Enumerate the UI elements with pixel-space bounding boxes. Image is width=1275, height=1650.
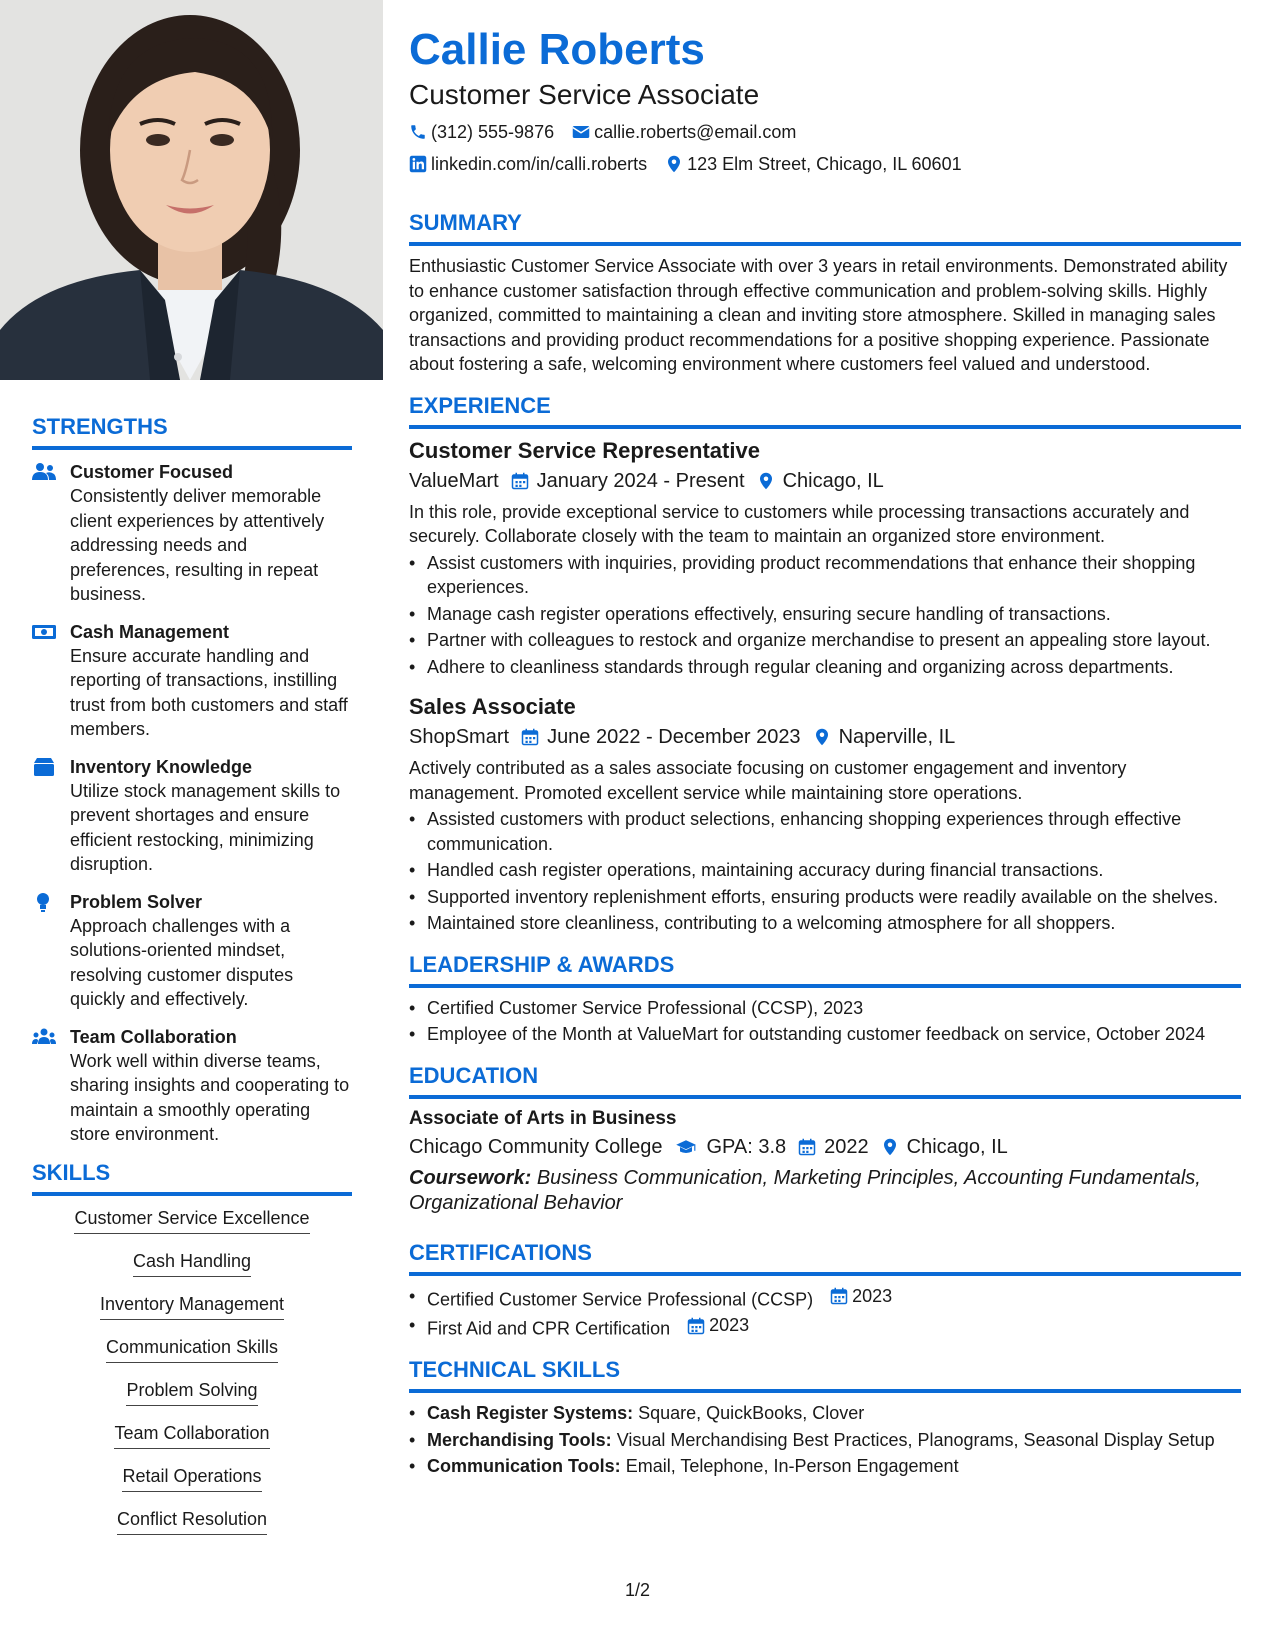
technical-skill-label: Merchandising Tools: (427, 1429, 612, 1450)
contact-row (409, 120, 1241, 144)
education-meta (409, 1133, 1241, 1161)
graduation-year: 2022 (824, 1135, 869, 1158)
linkedin-icon (409, 155, 427, 173)
technical-skills-list (409, 1401, 1241, 1479)
lightbulb-icon (32, 890, 70, 1012)
box-icon (32, 755, 70, 877)
skill-item: Conflict Resolution (117, 1507, 267, 1535)
job-entry (409, 693, 1241, 936)
phone-icon (409, 123, 427, 141)
team-icon (32, 1025, 70, 1147)
summary-heading: SUMMARY (409, 210, 1241, 246)
linkedin-text: linkedin.com/in/calli.roberts (431, 154, 648, 174)
certification-name: First Aid and CPR Certification (427, 1318, 671, 1339)
skill-item: Cash Handling (133, 1249, 251, 1277)
school-location: Chicago, IL (906, 1135, 1008, 1158)
certification-name: Certified Customer Service Professional (CCSP) (427, 1288, 814, 1309)
skill-item: Inventory Management (100, 1292, 284, 1320)
job-company: ValueMart (409, 469, 499, 492)
page-number: 1/2 (625, 1580, 651, 1600)
technical-skill-value: Square, QuickBooks, Clover (638, 1403, 865, 1423)
bullet-item: • Partner with colleagues to restock and organize merchandise to present an appealing store layout. (409, 628, 1241, 653)
calendar-icon (830, 1287, 848, 1305)
awards-list (409, 996, 1241, 1047)
job-entry (409, 437, 1241, 680)
email-contact[interactable] (572, 120, 796, 144)
strength-title: Problem Solver (70, 891, 203, 912)
certifications-list (409, 1284, 1241, 1342)
education-heading: EDUCATION (409, 1063, 1241, 1099)
skill-item: Retail Operations (122, 1464, 261, 1492)
linkedin-contact[interactable] (409, 152, 647, 176)
technical-skill-label: Cash Register Systems: (427, 1403, 634, 1423)
job-dates: June 2022 - December 2023 (547, 726, 801, 748)
degree: Associate of Arts in Business (409, 1107, 677, 1129)
school-name: Chicago Community College (409, 1135, 663, 1158)
strength-title: Customer Focused (70, 462, 234, 482)
job-bullets (409, 807, 1241, 936)
strength-desc: Approach challenges with a solutions-oriented mindset, resolving customer disputes quickly and effectively. (70, 915, 294, 1009)
graduation-cap-icon (674, 1138, 698, 1156)
bullet-item: • Maintained store cleanliness, contributing to a welcoming atmosphere for all shoppers. (409, 911, 1241, 936)
phone-text: (312) 555-9876 (431, 122, 555, 142)
bullet-item: • Handled cash register operations, maintaining accuracy during financial transactions. (409, 858, 1241, 883)
location-pin-icon (665, 155, 683, 173)
users-icon (32, 460, 70, 607)
candidate-name: Callie Roberts (409, 25, 705, 74)
job-dates: January 2024 - Present (536, 469, 745, 492)
strength-desc: Ensure accurate handling and reporting of transactions, instilling trust from both customers and staff members. (70, 645, 348, 739)
sidebar (0, 0, 383, 1650)
strength-title: Inventory Knowledge (70, 756, 253, 777)
location-pin-icon (813, 728, 831, 746)
certification-year: 2023 (709, 1315, 750, 1336)
technical-skill-item (409, 1428, 1241, 1453)
job-location: Naperville, IL (838, 726, 956, 748)
skills-heading: SKILLS (32, 1160, 352, 1196)
address-contact (665, 152, 962, 176)
technical-skills-heading: TECHNICAL SKILLS (409, 1357, 1241, 1393)
strength-item (32, 460, 352, 607)
bullet-item: • Assisted customers with product selections, enhancing shopping experiences through effective communication. (409, 807, 1241, 856)
strengths-heading: STRENGTHS (32, 414, 352, 450)
skill-item: Team Collaboration (114, 1421, 269, 1449)
strength-desc: Consistently deliver memorable client experiences by attentively addressing needs and preferences, resulting in repeat business. (70, 486, 325, 604)
strength-desc: Work well within diverse teams, sharing insights and cooperating to maintain a smoothly operating store environment. (70, 1050, 350, 1144)
contact-row (409, 152, 1241, 176)
job-title: Sales Associate (409, 694, 576, 719)
skill-item: Problem Solving (126, 1378, 257, 1406)
technical-skill-label: Communication Tools: (427, 1456, 621, 1476)
skill-item: Communication Skills (106, 1335, 278, 1363)
strength-item (32, 1025, 352, 1147)
job-meta (409, 467, 1241, 495)
certification-year: 2023 (852, 1285, 893, 1306)
candidate-role: Customer Service Associate (409, 79, 760, 110)
location-pin-icon (881, 1138, 899, 1156)
bullet-item: • Adhere to cleanliness standards through regular cleaning and organizing across departments. (409, 655, 1241, 680)
certification-item (409, 1313, 1241, 1341)
strength-title: Cash Management (70, 621, 230, 642)
technical-skill-value: Email, Telephone, In-Person Engagement (625, 1456, 959, 1476)
award-item: • Certified Customer Service Professional (CCSP), 2023 (409, 996, 1241, 1021)
awards-heading: LEADERSHIP & AWARDS (409, 952, 1241, 988)
profile-photo (0, 0, 383, 380)
coursework (409, 1166, 1241, 1216)
email-text: callie.roberts@email.com (594, 122, 797, 142)
calendar-icon (798, 1138, 816, 1156)
strength-item (32, 620, 352, 742)
technical-skill-item (409, 1454, 1241, 1479)
summary-text: Enthusiastic Customer Service Associate with over 3 years in retail environments. Demonstrated ability to enhance customer satisfaction through effective communication and problem-solving skills. Highly organized, committed to maintaining a clean and inviting store atmosphere. Skilled in managing sales transactions and providing product recommendations for a positive shopping experience. Passionate about fostering a safe, welcoming environment where customers feel valued and understood. (409, 256, 1228, 374)
calendar-icon (521, 728, 539, 746)
calendar-icon (687, 1317, 705, 1335)
bullet-item: • Assist customers with inquiries, providing product recommendations that enhance their shopping experiences. (409, 551, 1241, 600)
envelope-icon (572, 123, 590, 141)
job-desc: In this role, provide exceptional service to customers while processing transactions accurately and securely. Collaborate closely with the team to maintain an organized store environment. (409, 501, 1190, 546)
award-item: • Employee of the Month at ValueMart for outstanding customer feedback on service, October 2024 (409, 1022, 1241, 1047)
certifications-heading: CERTIFICATIONS (409, 1240, 1241, 1276)
strength-title: Team Collaboration (70, 1026, 237, 1047)
gpa: GPA: 3.8 (706, 1135, 787, 1158)
main-content (409, 24, 1241, 1479)
coursework-label: Coursework: (409, 1166, 532, 1189)
address-text: 123 Elm Street, Chicago, IL 60601 (687, 154, 962, 174)
money-bill-icon (32, 620, 70, 742)
bullet-item: • Manage cash register operations effectively, ensuring secure handling of transactions. (409, 602, 1241, 627)
job-meta (409, 723, 1241, 751)
bullet-item: • Supported inventory replenishment efforts, ensuring products were readily available on the shelves. (409, 885, 1241, 910)
job-location: Chicago, IL (782, 469, 884, 492)
skill-item: Customer Service Excellence (74, 1206, 309, 1234)
technical-skill-value: Visual Merchandising Best Practices, Planograms, Seasonal Display Setup (616, 1429, 1215, 1450)
job-bullets (409, 551, 1241, 680)
experience-heading: EXPERIENCE (409, 393, 1241, 429)
strength-item (32, 755, 352, 877)
strength-item (32, 890, 352, 1012)
certification-item (409, 1284, 1241, 1312)
location-pin-icon (757, 472, 775, 490)
phone-contact[interactable] (409, 120, 554, 144)
coursework-text: Business Communication, Marketing Principles, Accounting Fundamentals, Organizational Behavior (409, 1166, 1201, 1214)
technical-skill-item (409, 1401, 1241, 1426)
job-company: ShopSmart (409, 726, 510, 748)
calendar-icon (511, 472, 529, 490)
strength-desc: Utilize stock management skills to prevent shortages and ensure efficient restocking, minimizing disruption. (70, 780, 341, 874)
job-desc: Actively contributed as a sales associate focusing on customer engagement and inventory management. Promoted excellent service while maintaining store operations. (409, 758, 1127, 803)
job-title: Customer Service Representative (409, 437, 760, 463)
skill-list (32, 1206, 352, 1550)
